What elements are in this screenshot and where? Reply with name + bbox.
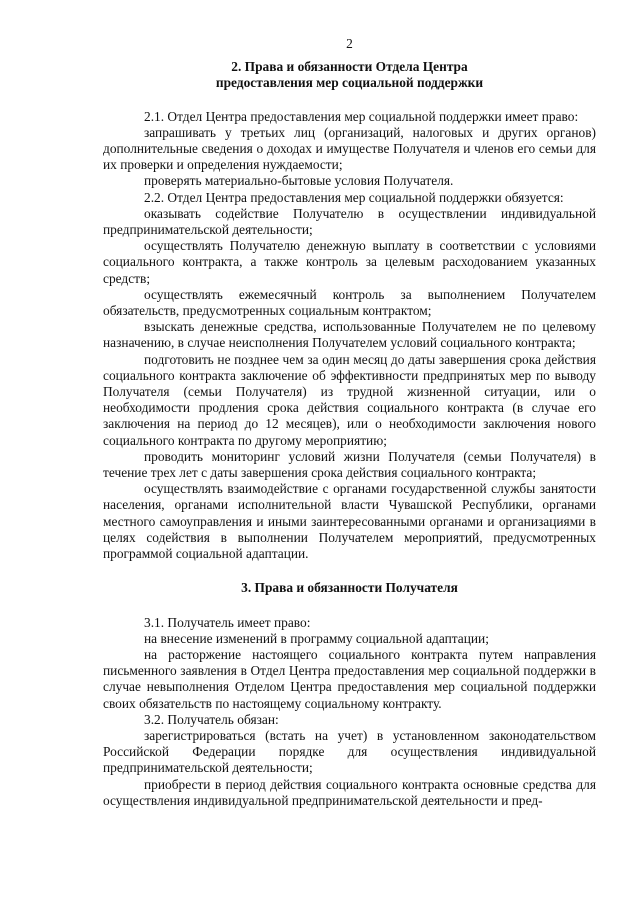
paragraph: проводить мониторинг условий жизни Получателя (семьи Получателя) в течение трех лет с даты завершения срока действия социального контракта; [103,448,596,481]
section-3-body [103,615,596,809]
paragraph-2-1: 2.1. Отдел Центра предоставления мер социальной поддержки имеет право: [144,108,579,124]
section-2-title-line-2: предоставления мер социальной поддержки [215,75,484,91]
paragraph-3-1: 3.1. Получатель имеет право: [144,614,311,630]
paragraph-3-2: 3.2. Получатель обязан: [144,711,279,727]
paragraph: на внесение изменений в программу социальной адаптации; [144,630,489,646]
paragraph: осуществлять ежемесячный контроль за выполнением Получателем обязательств, предусмотренных социальным контрактом; [103,286,596,319]
paragraph: зарегистрироваться (встать на учет) в установленном законодательством Российской Федерации порядке для осуществления индивидуальной предпринимательской деятельности; [103,727,596,776]
paragraph: запрашивать у третьих лиц (организаций, налоговых и других органов) дополнительные сведения о доходах и имуществе Получателя и членов его семьи для их проверки и определения нуждаемости; [103,124,596,173]
paragraph: проверять материально-бытовые условия Получателя. [144,173,454,189]
section-2-body [103,109,596,563]
page-number: 2 [346,36,353,51]
paragraph: приобрести в период действия социального контракта основные средства для осуществления индивидуальной предпринимательской деятельности и пред- [103,776,596,808]
paragraph: взыскать денежные средства, использованные Получателем не по целевому назначению, в случае неисполнения Получателем условий социального контракта; [103,319,596,351]
section-2-title-line-1: 2. Права и обязанности Отдела Центра [231,59,468,75]
paragraph: осуществлять взаимодействие с органами государственной службы занятости населения, органами исполнительной власти Чувашской Республики, органами местного самоуправления и иными заинтересованными органами и организациями в целях содействия в выполнении Получателем мероприятий, предусмотренных программой социальной адаптации. [103,481,596,562]
paragraph-2-2: 2.2. Отдел Центра предоставления мер социальной поддержки обязуется: [144,189,564,205]
section-3-title [103,580,596,596]
paragraph: осуществлять Получателю денежную выплату в соответствии с условиями социального контракта, а также контроль за целевым расходованием указанных средств; [103,238,596,286]
paragraph: на расторжение настоящего социального контракта путем направления письменного заявления в Отдел Центра предоставления мер социальной поддержки в случае невыполнения Отделом Центра предоставления мер социальной поддержки своих обязательств по настоящему социальному контракту. [103,646,596,711]
paragraph: оказывать содействие Получателю в осуществлении индивидуальной предпринимательской деятельности; [103,205,596,238]
section-3-title-line-1: 3. Права и обязанности Получателя [241,580,458,596]
section-2-title [103,59,596,91]
paragraph: подготовить не позднее чем за один месяц до даты завершения срока действия социального контракта заключение об эффективности предпринятых мер по выводу Получателя (семьи Получателя) из трудной жизненной ситуации, или о необходимости продления срока действия социального контракта (в случае его заключения на период до 12 месяцев), или о необходимости заключения нового социального контракта по другому мероприятию; [103,351,596,448]
